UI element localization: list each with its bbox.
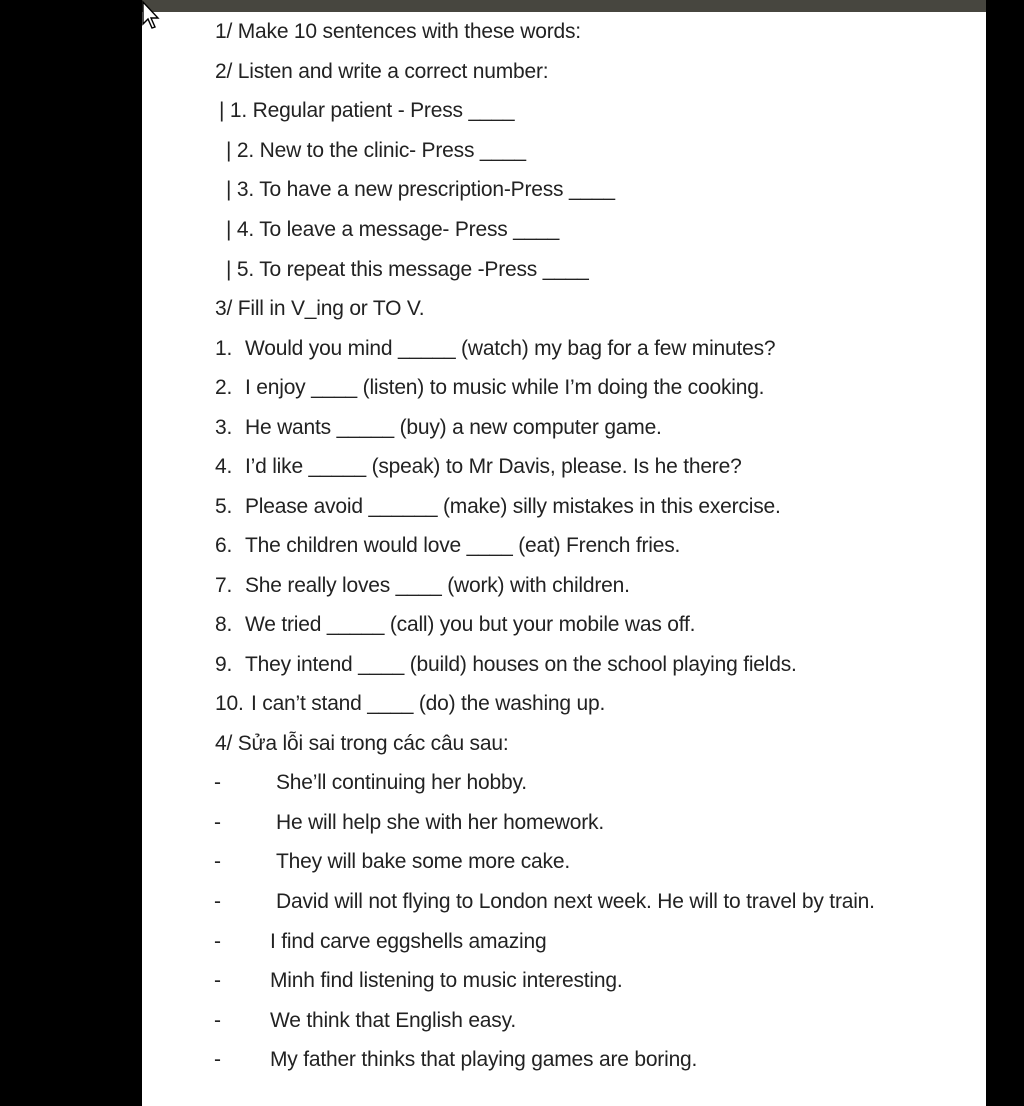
list-item xyxy=(215,652,797,678)
item-number: 2. xyxy=(215,376,233,399)
list-item xyxy=(215,533,680,559)
list-item xyxy=(215,494,781,520)
item-text: She really loves ____ (work) with children. xyxy=(245,574,630,597)
section-4-heading: 4/ Sửa lỗi sai trong các câu sau: xyxy=(215,732,509,755)
list-item: He will help she with her homework. xyxy=(276,811,604,834)
bullet-dash: - xyxy=(214,1048,221,1071)
bullet-dash: - xyxy=(214,969,221,992)
item-text: They intend ____ (build) houses on the school playing fields. xyxy=(245,653,797,676)
list-item: She’ll continuing her hobby. xyxy=(276,771,527,794)
item-number: 8. xyxy=(215,613,233,636)
list-item: | 4. To leave a message- Press ____ xyxy=(226,218,560,241)
list-item: | 2. New to the clinic- Press ____ xyxy=(226,139,526,162)
list-item xyxy=(215,612,695,638)
mouse-pointer-icon xyxy=(140,0,162,36)
bullet-dash: - xyxy=(214,930,221,953)
viewer-top-bar xyxy=(142,0,986,12)
item-text: I enjoy ____ (listen) to music while I’m doing the cooking. xyxy=(245,376,765,399)
item-number: 9. xyxy=(215,653,233,676)
item-number: 4. xyxy=(215,455,233,478)
section-1-heading: 1/ Make 10 sentences with these words: xyxy=(215,20,581,43)
list-item: David will not flying to London next week. He will to travel by train. xyxy=(276,890,875,913)
item-text: I can’t stand ____ (do) the washing up. xyxy=(251,692,606,715)
bullet-dash: - xyxy=(214,1009,221,1032)
section-3-heading: 3/ Fill in V_ing or TO V. xyxy=(215,297,425,320)
item-text: The children would love ____ (eat) French fries. xyxy=(245,534,681,557)
item-number: 5. xyxy=(215,495,233,518)
list-item: They will bake some more cake. xyxy=(276,850,570,873)
list-item xyxy=(215,573,630,599)
list-item: We think that English easy. xyxy=(270,1009,516,1032)
list-item xyxy=(215,454,742,480)
list-item: | 5. To repeat this message -Press ____ xyxy=(226,258,589,281)
item-number: 6. xyxy=(215,534,233,557)
list-item xyxy=(215,336,775,362)
list-item xyxy=(215,415,662,441)
list-item xyxy=(215,691,605,717)
bullet-dash: - xyxy=(214,890,221,913)
item-text: We tried _____ (call) you but your mobile was off. xyxy=(245,613,696,636)
bullet-dash: - xyxy=(214,850,221,873)
item-text: Would you mind _____ (watch) my bag for a few minutes? xyxy=(245,337,776,360)
list-item: My father thinks that playing games are boring. xyxy=(270,1048,698,1071)
bullet-dash: - xyxy=(214,811,221,834)
item-text: I’d like _____ (speak) to Mr Davis, please. Is he there? xyxy=(245,455,742,478)
list-item xyxy=(215,375,764,401)
list-item: Minh find listening to music interesting. xyxy=(270,969,623,992)
section-2-heading: 2/ Listen and write a correct number: xyxy=(215,60,549,83)
item-number: 3. xyxy=(215,416,233,439)
list-item: | 3. To have a new prescription-Press ____ xyxy=(226,178,615,201)
item-number: 10. xyxy=(215,692,244,715)
item-text: He wants _____ (buy) a new computer game. xyxy=(245,416,662,439)
item-number: 7. xyxy=(215,574,233,597)
item-number: 1. xyxy=(215,337,233,360)
item-text: Please avoid ______ (make) silly mistakes in this exercise. xyxy=(245,495,781,518)
bullet-dash: - xyxy=(214,771,221,794)
list-item: I find carve eggshells amazing xyxy=(270,930,547,953)
list-item: | 1. Regular patient - Press ____ xyxy=(219,99,515,122)
